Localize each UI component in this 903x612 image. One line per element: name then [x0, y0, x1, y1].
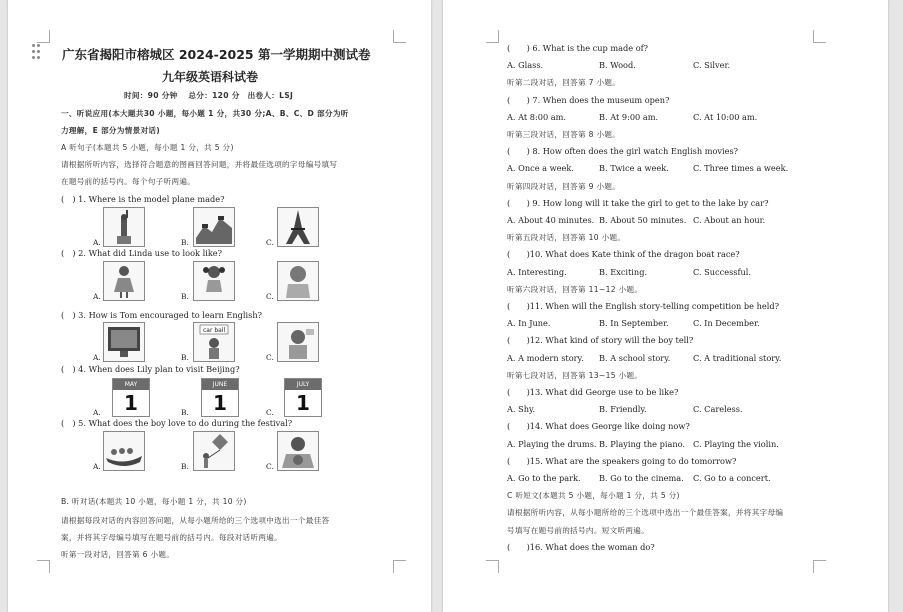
instruction-line: C 听短文(本题共 5 小题，每小题 1 分，共 5 分)	[507, 491, 680, 501]
instruction-line: 听第五段对话，回答第 10 小题。	[507, 233, 626, 243]
option-b: B. Playing the piano.	[599, 438, 686, 449]
great-wall-image[interactable]	[193, 207, 235, 247]
option-c: C. Careless.	[693, 404, 743, 415]
flashcard-image[interactable]	[193, 322, 235, 362]
svg-text:car ball: car ball	[203, 327, 226, 334]
crop-mark	[37, 30, 50, 43]
instruction-line: 号填写在题号前的括号内。短文听两遍。	[507, 525, 650, 535]
option-a: A. Shy.	[507, 404, 536, 415]
section1-heading-cont: 力理解，E 部分为情景对话)	[61, 126, 161, 135]
choice-b-label: B.	[181, 353, 189, 362]
option-a: A. A modern story.	[507, 352, 584, 363]
crop-mark	[813, 30, 826, 43]
instruction-line: 听第四段对话，回答第 9 小题。	[507, 181, 621, 191]
choice-a-label: A.	[93, 462, 101, 471]
choice-a-label: A.	[93, 292, 101, 301]
choice-b-label: B.	[181, 408, 189, 417]
choice-b-label: B.	[181, 292, 189, 301]
question-line: ( )12. What kind of story will the boy tell?	[507, 335, 694, 346]
option-a: A. Playing the drums.	[507, 438, 597, 449]
question-5: ( ) 5. What does the boy love to do during the festival?	[61, 418, 293, 428]
crop-mark	[393, 560, 406, 573]
option-c: C. Playing the violin.	[693, 438, 779, 449]
question-line: ( )15. What are the speakers going to do tomorrow?	[507, 455, 737, 466]
choice-c-label: C.	[266, 292, 274, 301]
question-2: ( ) 2. What did Linda use to look like?	[61, 248, 223, 258]
choice-c-label: C.	[266, 408, 274, 417]
option-c: C. Successful.	[693, 266, 752, 277]
question-line: ( ) 6. What is the cup made of?	[507, 43, 649, 53]
option-c: C. A traditional story.	[693, 352, 782, 363]
instruction-line: 听第七段对话，回答第 13~15 小题。	[507, 370, 643, 380]
question-line: ( ) 9. How long will it take the girl to get to the lake by car?	[507, 197, 769, 208]
round-faced-girl-image[interactable]	[277, 261, 319, 301]
instruction-line: 听第六段对话，回答第 11~12 小题。	[507, 284, 643, 294]
instruction-line: 请根据所听内容，从每小题所给的三个选项中选出一个最佳答案，并将其字母编	[507, 508, 784, 518]
option-a: A. In June.	[507, 318, 551, 329]
tv-screen-image[interactable]	[103, 322, 145, 362]
calendar-day: 1	[124, 391, 138, 415]
choice-a-label: A.	[93, 408, 101, 417]
calendar-may-image[interactable]	[112, 378, 150, 417]
choice-b-label: B.	[181, 238, 189, 247]
dragon-boat-image[interactable]	[103, 431, 145, 471]
crop-mark	[813, 560, 826, 573]
exam-title: 广东省揭阳市榕城区 2024-2025 第一学期期中测试卷	[62, 47, 371, 62]
speaking-student-image[interactable]	[277, 322, 319, 362]
calendar-month: MAY	[113, 379, 149, 390]
option-b: B. Go to the cinema.	[599, 473, 684, 483]
option-c: C. About an hour.	[693, 215, 766, 225]
statue-of-liberty-image[interactable]	[103, 207, 145, 247]
option-a: A. Go to the park.	[507, 473, 581, 483]
question-3: ( ) 3. How is Tom encouraged to learn English?	[61, 310, 262, 320]
exam-subtitle: 九年级英语科试卷	[162, 70, 259, 84]
question-line: ( ) 7. When does the museum open?	[507, 94, 670, 105]
option-a: A. About 40 minutes.	[507, 215, 595, 225]
exam-meta: 时间：90 分钟 总分：120 分 出卷人：LSJ	[124, 91, 294, 100]
calendar-day: 1	[296, 391, 310, 415]
option-c: C. In December.	[693, 318, 760, 329]
choice-c-label: C.	[266, 238, 274, 247]
flying-kite-image[interactable]	[193, 431, 235, 471]
calendar-july-image[interactable]	[284, 378, 322, 417]
calendar-day: 1	[213, 391, 227, 415]
option-b: B. Wood.	[599, 60, 636, 71]
crop-mark	[393, 30, 406, 43]
calendar-month: JULY	[285, 379, 321, 390]
option-a: A. Once a week.	[507, 163, 574, 174]
option-c: C. Go to a concert.	[693, 473, 771, 483]
section1-heading: 一、听说应用(本大题共30 小题，每小题 1 分，共30 分;A、B、C、D 部分为听	[61, 109, 349, 118]
question-line: ( ) 8. How often does the girl watch English movies?	[507, 146, 739, 157]
girl-in-dress-image[interactable]	[103, 261, 145, 301]
option-b: B. Twice a week.	[599, 163, 669, 174]
choice-a-label: A.	[93, 238, 101, 247]
instruction-line: 听第三段对话，回答第 8 小题。	[507, 130, 621, 139]
option-b: B. Exciting.	[599, 266, 648, 277]
exam-page-2	[443, 0, 888, 612]
question-line: ( )14. What does George like doing now?	[507, 421, 690, 432]
option-a: A. At 8:00 am.	[507, 111, 567, 122]
option-c: C. Three times a week.	[693, 163, 789, 174]
calendar-month: JUNE	[202, 379, 238, 390]
option-c: C. At 10:00 am.	[693, 111, 758, 122]
question-line: ( )11. When will the English story-telling competition be held?	[507, 301, 779, 311]
crop-mark	[486, 560, 499, 573]
girl-with-pigtails-image[interactable]	[193, 261, 235, 301]
option-b: B. Friendly.	[599, 404, 647, 415]
option-b: B. A school story.	[599, 352, 671, 363]
instruction-line: 听第二段对话，回答第 7 小题。	[507, 78, 621, 88]
eating-mooncake-image[interactable]	[277, 431, 319, 471]
partB-instruction-cont: 案，并将其字母编号填写在题号前的括号内。每段对话听两遍。	[61, 533, 283, 542]
option-a: A. Interesting.	[507, 266, 567, 277]
eiffel-tower-image[interactable]	[277, 207, 319, 247]
partA-instruction-cont: 在题号前的括号内。每个句子听两遍。	[61, 177, 196, 186]
choice-a-label: A.	[93, 353, 101, 362]
question-line: ( )10. What does Kate think of the dragon boat race?	[507, 249, 740, 260]
partA-heading: A 听句子(本题共 5 小题，每小题 1 分，共 5 分)	[61, 143, 234, 152]
exam-page-1	[8, 0, 431, 612]
calendar-june-image[interactable]	[201, 378, 239, 417]
question-4: ( ) 4. When does Lily plan to visit Beijing?	[61, 364, 240, 374]
option-c: C. Silver.	[693, 60, 731, 71]
choice-c-label: C.	[266, 462, 274, 471]
crop-mark	[486, 30, 499, 43]
option-b: B. At 9:00 am.	[599, 111, 659, 122]
partA-instruction: 请根据所听内容，选择符合题意的图画回答问题，并将最佳选项的字母编号填写	[61, 160, 338, 169]
option-b: B. In September.	[599, 318, 669, 329]
crop-mark	[37, 560, 50, 573]
question-line: ( )13. What did George use to be like?	[507, 387, 679, 397]
option-a: A. Glass.	[507, 60, 544, 71]
question-line: ( )16. What does the woman do?	[507, 541, 655, 552]
drag-handle-icon[interactable]	[32, 44, 42, 60]
partB-first-dialogue: 听第一段对话，回答第 6 小题。	[61, 550, 175, 559]
choice-b-label: B.	[181, 462, 189, 471]
partB-heading: B. 听对话(本题共 10 小题，每小题 1 分，共 10 分)	[61, 497, 247, 506]
partB-instruction: 请根据每段对话的内容回答问题，从每小题所给的三个选项中选出一个最佳答	[61, 516, 330, 525]
option-b: B. About 50 minutes.	[599, 215, 687, 225]
question-1: ( ) 1. Where is the model plane made?	[61, 194, 225, 204]
choice-c-label: C.	[266, 353, 274, 362]
